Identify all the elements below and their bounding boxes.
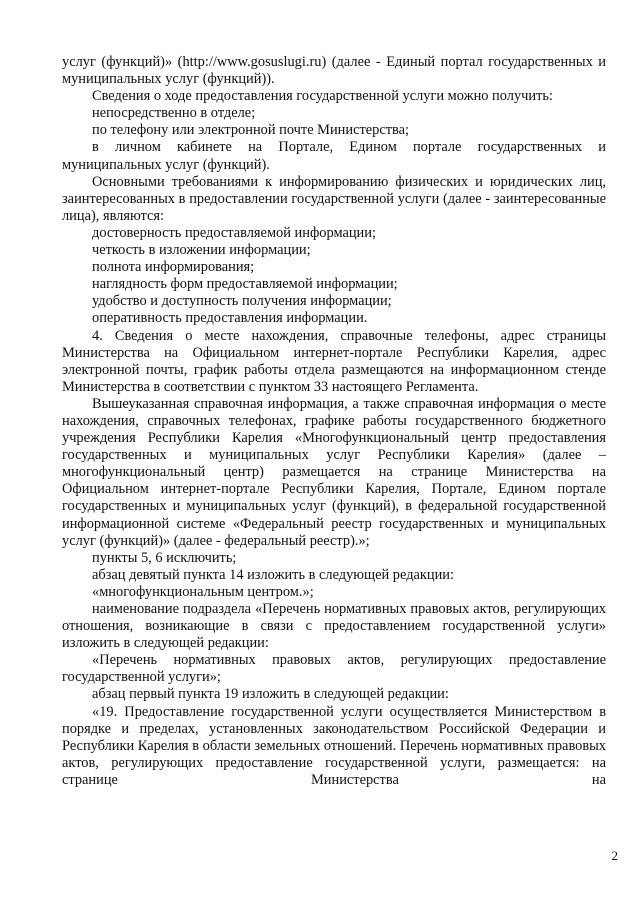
paragraph: полнота информирования; [92,259,255,276]
paragraph: абзац первый пункта 19 изложить в следующей редакции: [92,686,449,703]
paragraph: по телефону или электронной почте Министерства; [92,122,410,139]
paragraph: удобство и доступность получения информации; [92,293,392,310]
paragraph: пункты 5, 6 исключить; [92,549,237,566]
paragraph: услуг (функций)» (http://www.gosuslugi.ru) (далее - Единый портал государственных и муниципальных услуг (функций)). [62,54,606,88]
paragraph: Основными требованиями к информированию физических и юридических лиц, заинтересованных в предоставлении государственной услуги (далее - заинтересованные лица), являются: [62,173,606,224]
paragraph: достоверность предоставляемой информации; [92,224,376,241]
paragraph: наглядность форм предоставляемой информации; [92,276,398,293]
paragraph: абзац девятый пункта 14 изложить в следующей редакции: [92,566,454,583]
document-body [62,54,606,789]
paragraph: Сведения о ходе предоставления государственной услуги можно получить: [92,88,553,105]
paragraph: 4. Сведения о месте нахождения, справочные телефоны, адрес страницы Министерства на Официальном интернет-портале Республики Карелия, адрес электронной почты, график работы отдела размещаются на информационном стенде Министерства в соответствии с пунктом 33 настоящего Регламента. [62,327,606,395]
paragraph: в личном кабинете на Портале, Едином портале государственных и муниципальных услуг (функций). [62,139,606,173]
paragraph: наименование подраздела «Перечень нормативных правовых актов, регулирующих отношения, возникающие в связи с предоставлением государственной услуги» изложить в следующей редакции: [62,601,606,652]
paragraph: оперативность предоставления информации. [92,310,368,327]
paragraph: «многофункциональным центром.»; [92,583,314,600]
paragraph: Вышеуказанная справочная информация, а также справочная информация о месте нахождения, справочных телефонах, графике работы государственного бюджетного учреждения Республики Карелия «Многофункциональный центр предоставления государственных и муниципальных услуг Республики Карелия» (далее – многофункциональный центр) размещается на странице Министерства на Официальном интернет-портале Республики Карелия, Портале, Едином портале государственных и муниципальных услуг (функций), в федеральной государственной информационной системе «Федеральный реестр государственных и муниципальных услуг (функций)» (далее - федеральный реестр).»; [62,395,606,549]
paragraph: «19. Предоставление государственной услуги осуществляется Министерством в порядке и пределах, установленных законодательством Российской Федерации и Республики Карелия в области земельных отношений. Перечень нормативных правовых актов, регулирующих предоставление государственной услуги, размещается: на странице Министерства на [62,703,606,788]
page-number: 2 [611,848,618,863]
paragraph: непосредственно в отделе; [92,105,256,122]
paragraph: «Перечень нормативных правовых актов, регулирующих предоставление государственной услуги»; [62,652,606,686]
paragraph: четкость в изложении информации; [92,242,311,259]
